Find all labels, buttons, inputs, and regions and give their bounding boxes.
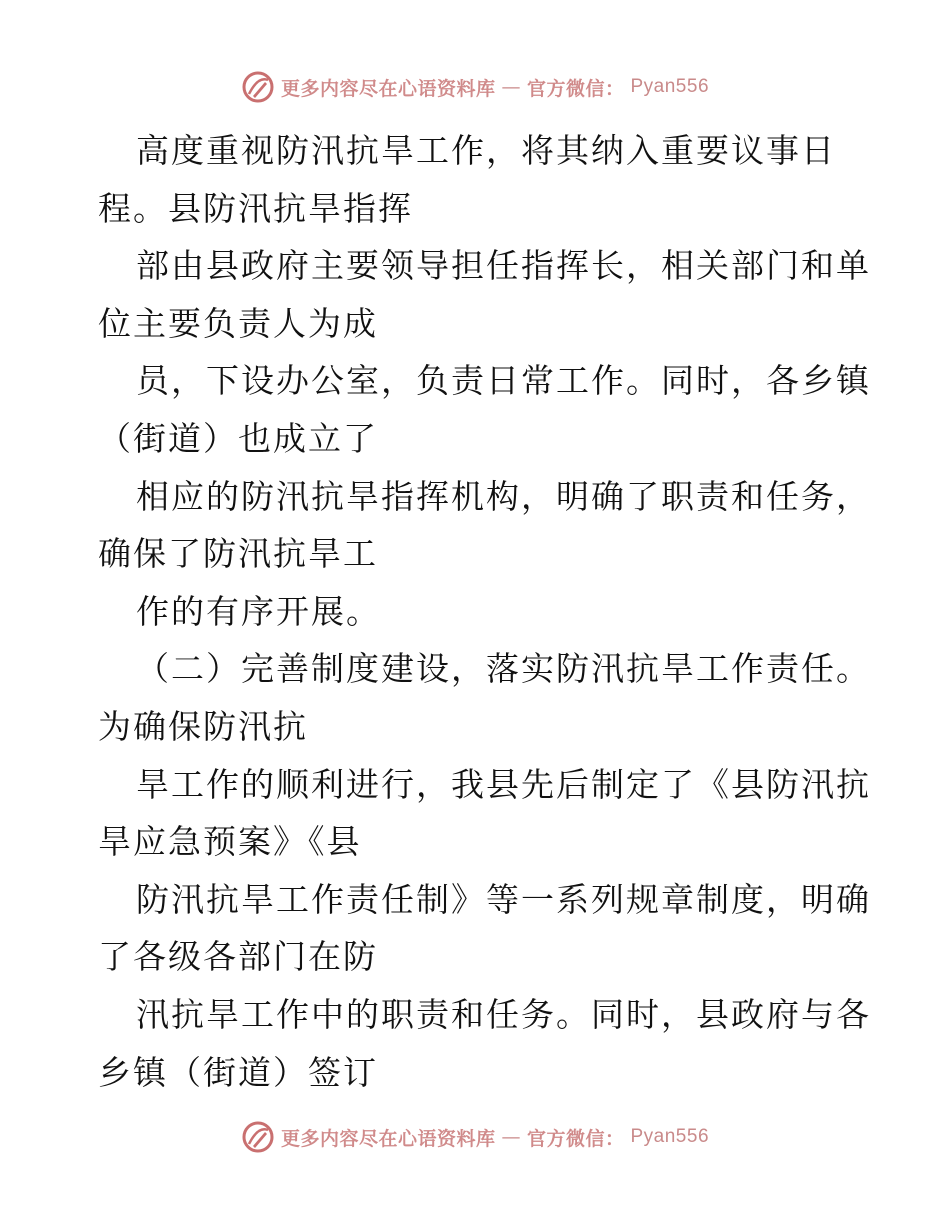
text-line: 为确保防汛抗 [98,706,308,746]
text-line: 确保了防汛抗旱工 [98,534,378,574]
watermark-contact: 官方微信： [526,77,625,100]
watermark-wechat-id: Pyan556 [630,1126,710,1147]
watermark-contact: 官方微信： [526,1127,625,1150]
text-line: 相应的防汛抗旱指挥机构，明确了职责和任务， [136,476,871,516]
watermark-separator: — [501,1126,521,1148]
text-line: 汛抗旱工作中的职责和任务。同时，县政府与各 [136,994,871,1034]
pen-swirl-logo-icon [241,70,275,104]
watermark-separator: — [501,76,521,98]
text-line: 旱工作的顺利进行，我县先后制定了《县防汛抗 [136,764,871,804]
text-line: 位主要负责人为成 [98,303,378,343]
header-watermark [0,70,950,104]
pen-swirl-logo-icon [241,1120,275,1154]
watermark-brand: 更多内容尽在心语资料库 [280,1127,496,1150]
document-body [98,122,871,1101]
text-line: 程。县防汛抗旱指挥 [98,188,413,228]
text-line: 员，下设办公室，负责日常工作。同时，各乡镇 [136,361,871,401]
watermark-wechat-id: Pyan556 [630,76,710,97]
text-line: 防汛抗旱工作责任制》等一系列规章制度，明确 [136,879,871,919]
text-line: 高度重视防汛抗旱工作，将其纳入重要议事日 [136,131,836,170]
text-line: 了各级各部门在防 [98,937,378,977]
text-line: 作的有序开展。 [136,591,381,631]
footer-watermark [0,1120,950,1154]
text-line: 乡镇（街道）签订 [98,1052,378,1092]
text-line: （街道）也成立了 [98,418,378,458]
watermark-brand: 更多内容尽在心语资料库 [280,77,496,100]
text-line: （二）完善制度建设，落实防汛抗旱工作责任。 [136,649,871,689]
text-line: 部由县政府主要领导担任指挥长，相关部门和单 [136,246,871,286]
text-line: 旱应急预案》《县 [98,822,362,862]
